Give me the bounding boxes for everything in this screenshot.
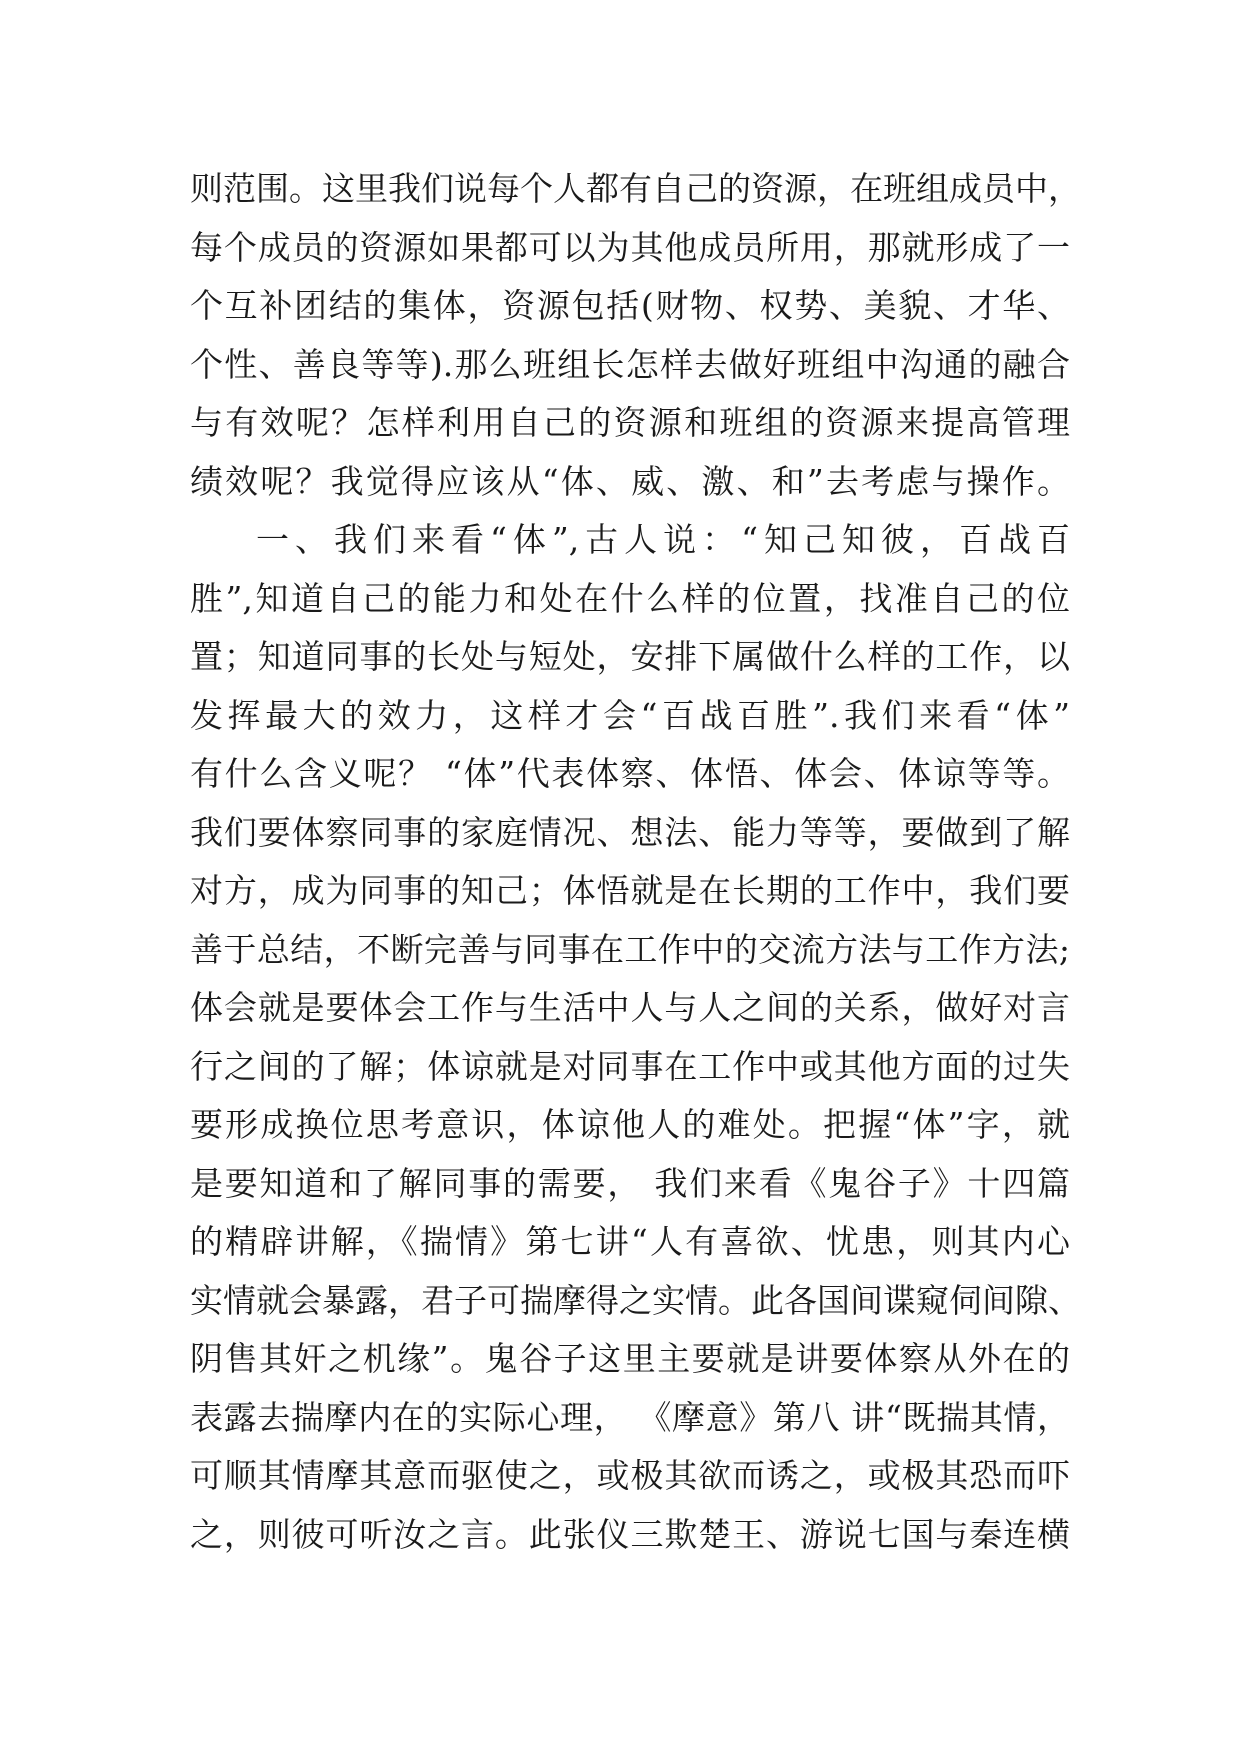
text-line: 行之间的了解；体谅就是对同事在工作中或其他方面的过失 [190, 1046, 1070, 1086]
text-line: 的精辟讲解，《揣情》第七讲“人有喜欲、忧患，则其内心 [190, 1222, 1070, 1261]
paragraph-start-line: 一、我们来看“体”,古人说：“知己知彼，百战百 [256, 520, 1070, 559]
text-line: 绩效呢？我觉得应该从“体、威、激、和”去考虑与操作。 [190, 461, 1070, 501]
text-line: 实情就会暴露，君子可揣摩得之实情。此各国间谍窥伺间隙、 [190, 1280, 1081, 1320]
text-line: 则范围。这里我们说每个人都有自己的资源，在班组成员中， [190, 169, 1081, 208]
text-line: 有什么含义呢？ “体”代表体察、体悟、体会、体谅等等。 [190, 754, 1070, 793]
text-line: 可顺其情摩其意而驱使之，或极其欲而诱之，或极其恐而吓 [190, 1456, 1070, 1495]
text-line: 阴售其奸之机缘”。鬼谷子这里主要就是讲要体察从外在的 [190, 1339, 1070, 1378]
text-line: 我们要体察同事的家庭情况、想法、能力等等，要做到了解 [190, 812, 1070, 852]
text-line: 胜”,知道自己的能力和处在什么样的位置，找准自己的位 [190, 578, 1070, 618]
text-line: 对方，成为同事的知己；体悟就是在长期的工作中，我们要 [190, 871, 1070, 910]
text-line: 与有效呢？怎样利用自己的资源和班组的资源来提高管理 [190, 403, 1070, 442]
text-line: 个互补团结的集体，资源包括(财物、权势、美貌、才华、 [190, 286, 1070, 325]
text-line: 善于总结，不断完善与同事在工作中的交流方法与工作方法; [190, 929, 1070, 969]
text-line: 每个成员的资源如果都可以为其他成员所用，那就形成了一 [190, 227, 1070, 267]
text-line: 是要知道和了解同事的需要， 我们来看《鬼谷子》十四篇 [190, 1163, 1070, 1203]
text-line: 表露去揣摩内在的实际心理， 《摩意》第八 讲“既揣其情， [190, 1397, 1070, 1437]
text-line: 要形成换位思考意识，体谅他人的难处。把握“体”字，就 [190, 1105, 1070, 1144]
text-line: 之，则彼可听汝之言。此张仪三欺楚王、游说七国与秦连横 [190, 1514, 1070, 1554]
text-line: 发挥最大的效力，这样才会“百战百胜”.我们来看“体” [190, 695, 1070, 735]
body-text [190, 160, 1081, 1564]
text-line: 个性、善良等等).那么班组长怎样去做好班组中沟通的融合 [190, 344, 1070, 384]
text-line: 置；知道同事的长处与短处，安排下属做什么样的工作，以 [190, 637, 1070, 676]
text-line: 体会就是要体会工作与生活中人与人之间的关系，做好对言 [190, 988, 1070, 1027]
